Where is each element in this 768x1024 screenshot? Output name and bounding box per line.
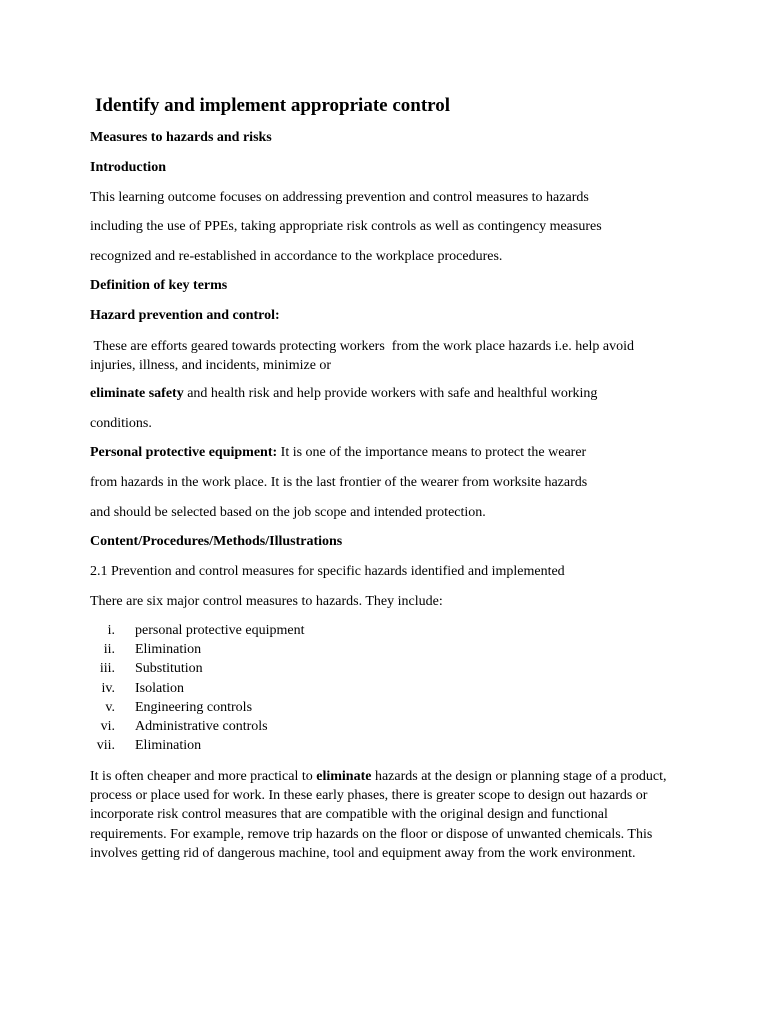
- list-item: [90, 680, 690, 699]
- list-item: [90, 660, 690, 679]
- list-item: [90, 641, 690, 660]
- content-heading: Content/Procedures/Methods/Illustrations: [90, 534, 343, 549]
- list-item: [90, 622, 690, 641]
- page-title: Identify and implement appropriate control: [95, 95, 451, 116]
- intro-heading: Introduction: [90, 160, 166, 175]
- list-item-text: Elimination: [135, 642, 202, 658]
- list-item: [90, 699, 690, 718]
- list-item-text: Administrative controls: [135, 718, 268, 734]
- list-item-text: Substitution: [135, 661, 203, 677]
- hazard-line-2-bold: eliminate safety: [90, 386, 184, 401]
- list-item-number: v.: [105, 699, 115, 715]
- ppe-line-1-rest: It is one of the importance means to protect the wearer: [277, 445, 587, 460]
- list-item-number: iv.: [101, 680, 115, 696]
- page-subtitle: Measures to hazards and risks: [90, 130, 272, 145]
- list-item: [90, 737, 690, 756]
- hazard-line-2-rest: and health risk and help provide workers with safe and healthful working: [183, 386, 598, 401]
- definitions-heading: Definition of key terms: [90, 278, 228, 293]
- ppe-line-1: [90, 444, 586, 462]
- intro-line-1: This learning outcome focuses on addressing prevention and control measures to hazards: [90, 190, 589, 205]
- ppe-line-2: from hazards in the work place. It is the last frontier of the wearer from worksite hazards: [90, 475, 588, 490]
- elimination-paragraph: [90, 767, 680, 863]
- ppe-term: Personal protective equipment:: [90, 445, 278, 460]
- list-item-number: iii.: [99, 661, 115, 677]
- ppe-line-3: and should be selected based on the job scope and intended protection.: [90, 505, 486, 520]
- six-measures-line: There are six major control measures to hazards. They include:: [90, 594, 443, 609]
- hazard-line-3: conditions.: [90, 416, 152, 431]
- list-item-number: ii.: [103, 642, 115, 658]
- list-item-number: vii.: [96, 738, 115, 754]
- list-item-number: i.: [107, 623, 115, 638]
- hazard-line-2: [90, 385, 597, 403]
- section-line: 2.1 Prevention and control measures for specific hazards identified and implemented: [90, 564, 565, 579]
- control-measures-list: [90, 622, 690, 756]
- list-item-text: Engineering controls: [135, 699, 253, 715]
- elimination-paragraph-rest: hazards at the design or planning stage of a product, process or place used for work. In these early phases, there is greater scope to design out hazards or incorporate risk control measures that are compatible with the original design and functional requirements. For example, remove trip hazards on the floor or dispose of unwanted chemicals. This involves getting rid of dangerous machine, tool and equipment away from the work environment.: [90, 769, 667, 861]
- elimination-paragraph-start: It is often cheaper and more practical to: [90, 769, 317, 784]
- hazard-paragraph: These are efforts geared towards protecting workers from the work place hazards i.e. help avoid injuries, illness, and incidents, minimize or: [90, 339, 638, 374]
- list-item-number: vi.: [100, 718, 115, 734]
- list-item: [90, 718, 690, 737]
- list-item-text: personal protective equipment: [135, 623, 305, 638]
- hazard-heading: Hazard prevention and control:: [90, 308, 280, 323]
- list-item-text: Isolation: [135, 680, 184, 696]
- intro-line-3: recognized and re-established in accordance to the workplace procedures.: [90, 249, 503, 264]
- elimination-paragraph-bold: eliminate: [316, 769, 372, 784]
- list-item-text: Elimination: [135, 738, 202, 754]
- intro-line-2: including the use of PPEs, taking appropriate risk controls as well as contingency measures: [90, 219, 602, 234]
